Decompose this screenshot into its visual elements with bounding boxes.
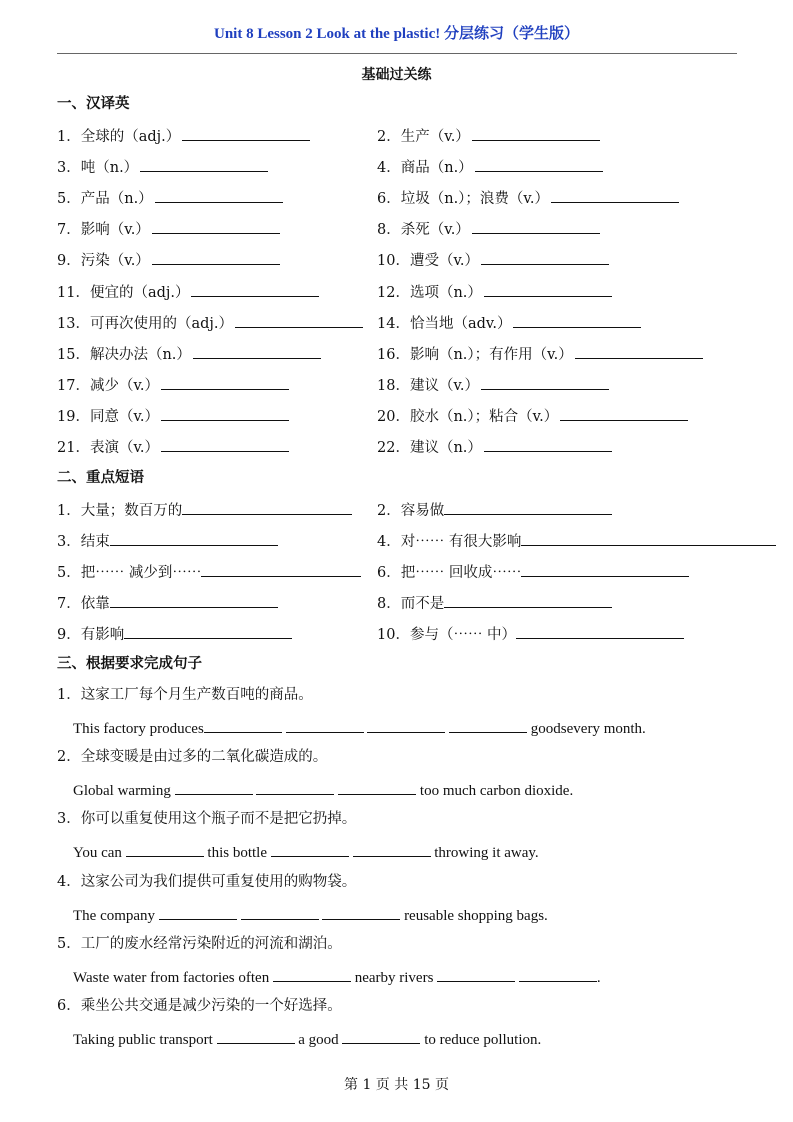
vocab-label: 18．建议（v.） [377,377,480,394]
phrase-item [377,593,612,613]
phrase-label: 5．把⋯⋯ 减少到⋯⋯ [57,565,202,582]
sentence-prompt: 6．乘坐公共交通是减少污染的一个好选择。 [57,998,342,1014]
answer-blank[interactable] [273,967,351,982]
vocab-item [377,126,600,146]
vocab-label: 10．遭受（v.） [377,253,480,270]
answer-blank[interactable] [126,842,204,857]
sentence-text: Waste water from factories often [73,969,273,986]
vocab-label: 13．可再次使用的（adj.） [57,315,233,332]
vocab-label: 16．影响（n.）；有作用（v.） [377,346,573,363]
vocab-item [57,406,289,426]
sentence-answer [73,967,601,987]
answer-blank[interactable] [235,313,363,328]
phrase-item [377,500,612,520]
vocab-label: 20．胶水（n.）；粘合（v.） [377,408,559,425]
vocab-item [377,188,679,208]
vocab-label: 15．解决办法（n.） [57,346,191,363]
phrase-label: 8．而不是 [377,596,445,613]
sentence-text: to reduce pollution. [420,1032,542,1048]
answer-blank[interactable] [519,967,597,982]
sentence-text: . [596,969,601,986]
vocab-label: 7．影响（v.） [57,222,150,239]
answer-blank[interactable] [217,1029,295,1044]
phrase-label: 1．大量；数百万的 [57,503,183,519]
sentence-prompt: 1．这家工厂每个月生产数百吨的商品。 [57,687,313,703]
answer-blank[interactable] [472,219,600,234]
vocab-label: 5．产品（n.） [57,191,153,208]
answer-blank[interactable] [484,437,612,452]
vocab-label: 14．恰当地（adv.） [377,315,512,332]
vocab-item [57,375,289,395]
phrase-item [57,531,278,551]
sentence-answer [73,905,548,925]
phrase-item [57,500,352,520]
phrase-label: 6．把⋯⋯ 回收成⋯⋯ [377,565,522,582]
answer-blank[interactable] [484,282,612,297]
phrase-item [377,531,776,551]
phrase-label: 10．参与（⋯⋯ 中） [377,627,517,644]
phrase-label: 9．有影响 [57,627,125,644]
answer-blank[interactable] [322,905,400,920]
answer-blank[interactable] [201,562,361,577]
vocab-item [57,437,289,457]
answer-blank[interactable] [161,406,289,421]
sentence-text: The company [73,907,159,924]
answer-blank[interactable] [155,188,283,203]
phrase-item [57,593,278,613]
phrase-item [57,562,361,582]
sentence-text: This factory produces [73,721,204,737]
answer-blank[interactable] [256,780,334,795]
answer-blank[interactable] [513,313,641,328]
vocab-item [377,313,641,333]
answer-blank[interactable] [449,718,527,733]
phrase-item [57,624,292,644]
section-title: 基础过关练 [361,67,432,83]
answer-blank[interactable] [271,842,349,857]
sentence-prompt: 4．这家公司为我们提供可重复使用的购物袋。 [57,873,357,890]
answer-blank[interactable] [551,188,679,203]
answer-blank[interactable] [159,905,237,920]
sentence-text: nearby rivers [350,969,438,986]
phrase-item [377,562,689,582]
sentence-text: throwing it away. [430,845,539,862]
answer-blank[interactable] [338,780,416,795]
vocab-item [57,219,280,239]
answer-blank[interactable] [161,437,289,452]
answer-blank[interactable] [152,219,280,234]
sentence-prompt: 3．你可以重复使用这个瓶子而不是把它扔掉。 [57,811,357,828]
vocab-label: 1．全球的（adj.） [57,129,181,145]
phrase-label: 7．依靠 [57,596,110,613]
section2-heading: 二、重点短语 [57,469,144,486]
answer-blank[interactable] [110,531,278,546]
sentence-text: this bottle [203,845,271,862]
section1-heading: 一、汉译英 [57,95,130,112]
vocab-label: 11．便宜的（adj.） [57,284,190,301]
vocab-label: 2．生产（v.） [377,129,470,145]
page-footer: 第 1 页 共 15 页 [344,1077,449,1093]
vocab-item [57,188,283,208]
vocab-item [377,375,609,395]
answer-blank[interactable] [475,157,603,172]
answer-blank[interactable] [175,780,253,795]
answer-blank[interactable] [516,624,684,639]
vocab-item [377,219,600,239]
vocab-item [57,344,321,364]
answer-blank[interactable] [193,344,321,359]
vocab-item [57,126,310,146]
vocab-label: 21．表演（v.） [57,440,160,456]
answer-blank[interactable] [140,157,268,172]
phrase-item [377,624,684,644]
vocab-item [57,282,319,302]
vocab-label: 22．建议（n.） [377,440,482,456]
header-divider [57,53,737,54]
answer-blank[interactable] [241,905,319,920]
answer-blank[interactable] [191,282,319,297]
page-header: Unit 8 Lesson 2 Look at the plastic! 分层练习（学生版） [213,26,580,42]
sentence-text: too much carbon dioxide. [416,783,574,800]
sentence-text: goodsevery month. [527,721,646,737]
vocab-item [377,250,609,270]
sentence-answer [73,842,539,862]
answer-blank[interactable] [521,562,689,577]
vocab-label: 4．商品（n.） [377,160,473,177]
sentence-text: Taking public transport [73,1032,217,1048]
vocab-item [377,437,612,457]
answer-blank[interactable] [182,500,352,515]
answer-blank[interactable] [437,967,515,982]
answer-blank[interactable] [575,344,703,359]
answer-blank[interactable] [521,531,776,546]
answer-blank[interactable] [124,624,292,639]
answer-blank[interactable] [481,375,609,390]
vocab-item [57,313,363,333]
answer-blank[interactable] [444,593,612,608]
vocab-label: 17．减少（v.） [57,377,160,394]
answer-blank[interactable] [367,718,445,733]
answer-blank[interactable] [152,250,280,265]
answer-blank[interactable] [353,842,431,857]
vocab-item [377,406,688,426]
answer-blank[interactable] [560,406,688,421]
answer-blank[interactable] [161,375,289,390]
sentence-text: You can [73,845,126,862]
section3-heading: 三、根据要求完成句子 [57,655,202,672]
sentence-prompt: 5．工厂的废水经常污染附近的河流和湖泊。 [57,935,342,952]
answer-blank[interactable] [204,718,282,733]
answer-blank[interactable] [342,1029,420,1044]
sentence-text: Global warming [73,783,175,800]
vocab-item [377,344,703,364]
sentence-answer [73,718,646,738]
phrase-label: 3．结束 [57,534,110,551]
vocab-label: 6．垃圾（n.）；浪费（v.） [377,191,550,208]
vocab-label: 12．选项（n.） [377,284,482,301]
phrase-label: 2．容易做 [377,503,445,519]
vocab-label: 9．污染（v.） [57,253,150,270]
sentence-answer [73,1029,541,1049]
answer-blank[interactable] [444,500,612,515]
answer-blank[interactable] [110,593,278,608]
vocab-label: 8．杀死（v.） [377,222,470,239]
vocab-item [377,157,603,177]
answer-blank[interactable] [481,250,609,265]
answer-blank[interactable] [286,718,364,733]
sentence-text: a good [294,1032,343,1048]
sentence-answer [73,780,573,800]
vocab-label: 19．同意（v.） [57,408,160,425]
vocab-item [377,282,612,302]
sentence-prompt: 2．全球变暖是由过多的二氧化碳造成的。 [57,749,328,766]
vocab-item [57,157,268,177]
sentence-text: reusable shopping bags. [400,907,548,924]
phrase-label: 4．对⋯⋯ 有很大影响 [377,534,522,551]
vocab-item [57,250,280,270]
vocab-label: 3．吨（n.） [57,160,139,177]
answer-blank[interactable] [472,126,600,141]
answer-blank[interactable] [182,126,310,141]
